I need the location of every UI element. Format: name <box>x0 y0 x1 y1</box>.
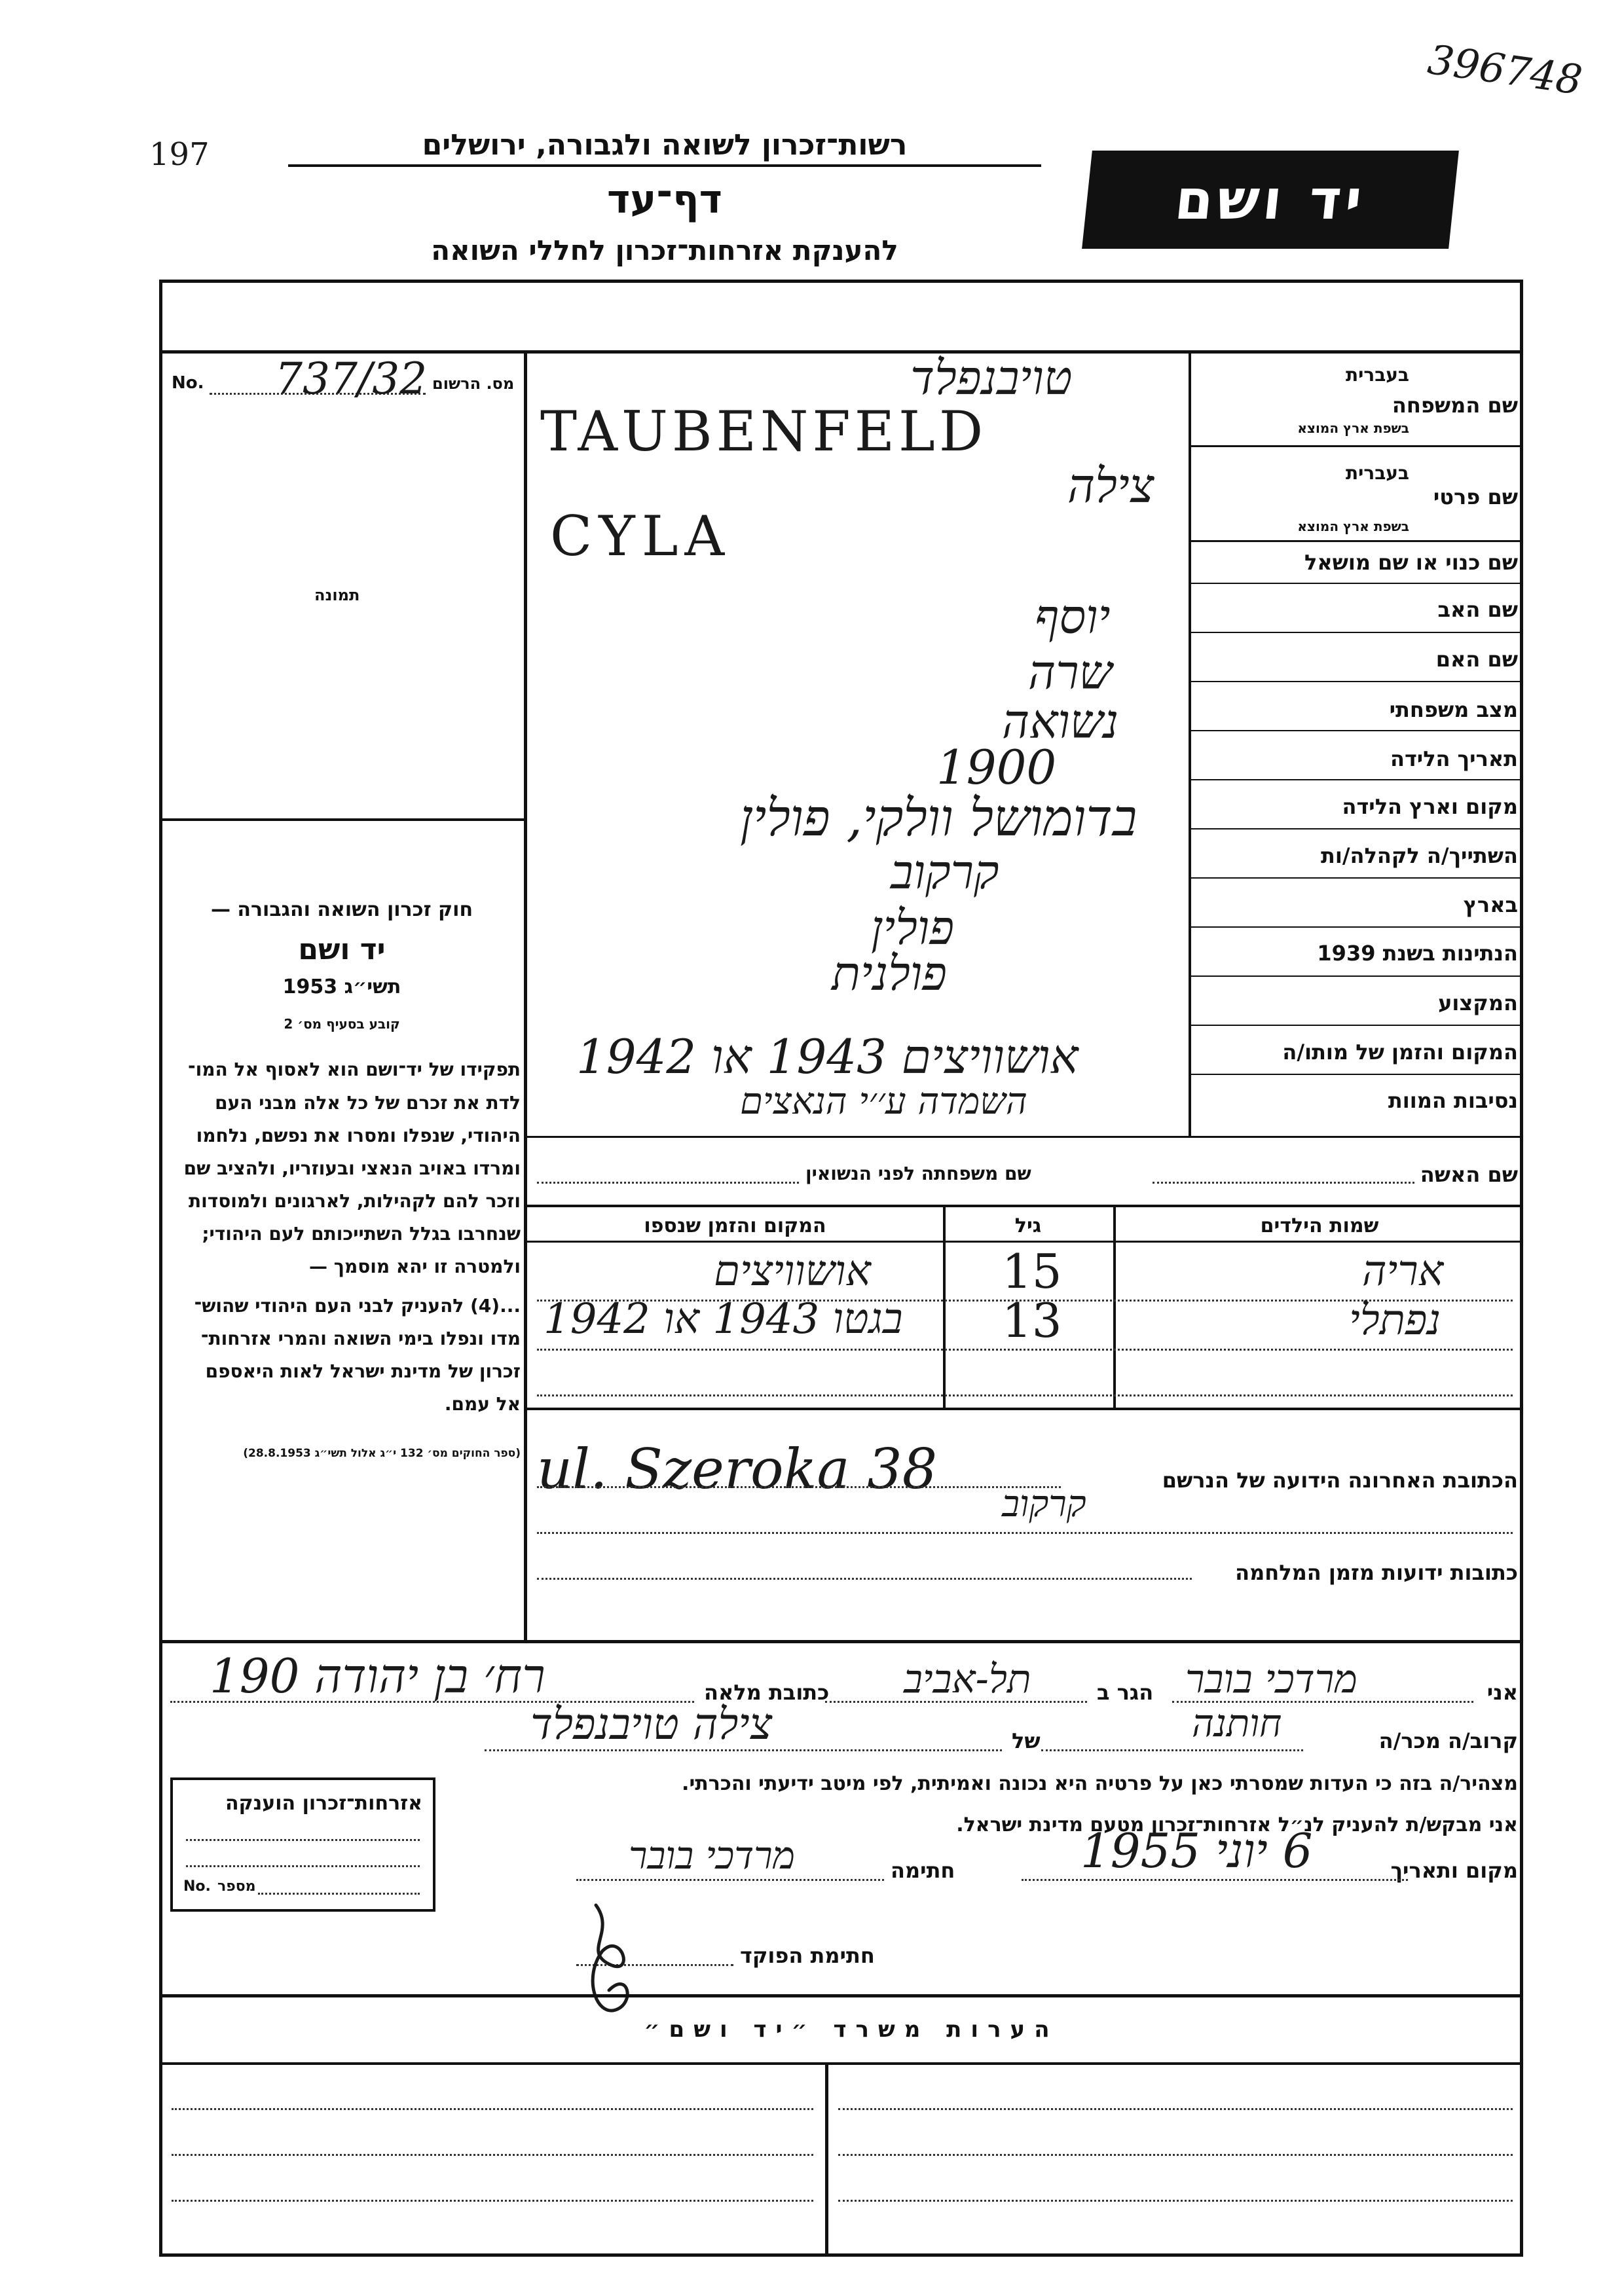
declarant-relation: חותנה <box>1192 1701 1282 1745</box>
row-divider-11 <box>1189 1074 1523 1075</box>
label-nickname: שם כנוי או שם מושאל <box>1304 550 1518 575</box>
label-father: שם האב <box>1437 597 1518 622</box>
nationality-value: פולנית <box>832 946 948 1001</box>
of-name-line <box>485 1749 1002 1751</box>
declarant-city: תל-אביב <box>904 1656 1031 1702</box>
row-divider-4 <box>1189 730 1523 731</box>
law-para1-line4: ומרדו באויב הנאצי ובעוזריו, ולהציב שם <box>183 1157 521 1179</box>
community-value: קרקוב <box>891 845 999 900</box>
children-col-divider-1 <box>943 1205 946 1408</box>
law-para1-line1: תפקידו של יד־ושם הוא לאסוף אל המו־ <box>188 1059 521 1080</box>
label-mother: שם האם <box>1435 647 1518 672</box>
label-death-place: המקום והזמן של מותו/ה <box>1282 1040 1518 1065</box>
declarant-full-address: רח׳ בן יהודה 190 <box>210 1649 545 1704</box>
label-country: בארץ <box>1463 892 1518 917</box>
label-surname: שם המשפחה <box>1392 393 1518 418</box>
label-firstname: שם פרטי <box>1433 484 1518 509</box>
children-row-line-2 <box>537 1349 1513 1351</box>
declarant-name: מרדכי בובר <box>1185 1656 1357 1702</box>
office-notes-top <box>159 1994 1523 1997</box>
child-2-name: נפתלי <box>1349 1296 1441 1345</box>
grant-box-number: מספר <box>217 1878 256 1895</box>
office-notes-divider <box>159 2062 1523 2065</box>
law-para2-line4: אל עמם. <box>444 1393 521 1415</box>
children-col-names: שמות הילדים <box>1260 1214 1379 1237</box>
row-divider-2 <box>1189 632 1523 633</box>
authority-line: רשות־זכרון לשואה ולגבורה, ירושלים <box>288 128 1041 167</box>
label-relative: קרוב/ה מכר/ה <box>1378 1728 1518 1753</box>
child-1-name: אריה <box>1362 1247 1444 1296</box>
label-official-signature: חתימת הפוקד <box>740 1943 875 1968</box>
law-para2-line1: ...(4) להעניק לבני העם היהודי שהוש־ <box>194 1295 521 1317</box>
reg-label: מס. הרשום <box>432 374 515 393</box>
children-col-divider-2 <box>1113 1205 1116 1408</box>
label-death-circ: נסיבות המוות <box>1388 1088 1518 1113</box>
label-maiden: שם משפחתה לפני הנשואין <box>805 1163 1031 1184</box>
spouse-line <box>1153 1182 1414 1184</box>
label-birthdate: תאריך הלידה <box>1390 746 1518 771</box>
row-divider-10 <box>1189 1025 1523 1026</box>
law-para1-line7: ולמטרה זו יהא מוסמך — <box>309 1256 521 1277</box>
row-divider-firstname <box>1189 540 1523 542</box>
photo-label: תמונה <box>314 586 360 604</box>
row-divider-8 <box>1189 926 1523 928</box>
notes-line-right-1 <box>838 2108 1513 2110</box>
office-notes-col-divider <box>825 2062 828 2257</box>
child-2-place: בגטו 1943 או 1942 <box>544 1295 903 1343</box>
child-1-place: אושוויצים <box>714 1247 871 1296</box>
label-resides: הגר ב <box>1097 1680 1154 1705</box>
last-address-line-2 <box>537 1532 1513 1534</box>
last-address-city: קרקוב <box>1002 1483 1086 1525</box>
page-number: 197 <box>149 136 210 173</box>
children-col-age: גיל <box>1014 1214 1042 1237</box>
children-table-bottom <box>524 1408 1523 1410</box>
law-year: תשי״ג 1953 <box>282 975 401 998</box>
row-divider-6 <box>1189 828 1523 829</box>
notes-line-right-3 <box>838 2200 1513 2202</box>
death-circ-value: השמדה ע׳׳י הנאצים <box>740 1080 1027 1123</box>
request-text: אני מבקש/ת להעניק לנ״ל אזרחות־זכרון מטעם מדינת ישראל. <box>956 1813 1518 1836</box>
row-divider-5 <box>1189 779 1523 780</box>
law-reference: (ספר החוקים מס׳ 132 י״ג אלול תשי״ג 28.8.1953) <box>243 1447 521 1460</box>
signature-line <box>576 1879 884 1881</box>
signature-value: מרדכי בובר <box>629 1833 796 1878</box>
grant-box <box>170 1777 435 1912</box>
row-divider-9 <box>1189 975 1523 977</box>
law-para2-line3: זכרון של מדינת ישראל לאות היאספם <box>205 1360 521 1382</box>
label-profession: המקצוע <box>1438 991 1518 1015</box>
birthplace-value: בדומושל וולקי, פולין <box>740 789 1137 848</box>
label-community: השתייך/ה לקהלה/ות <box>1320 843 1518 868</box>
death-place-value: אושוויצים 1943 או 1942 <box>576 1029 1079 1084</box>
child-1-age: 15 <box>1002 1244 1062 1299</box>
grant-box-line-1 <box>186 1839 420 1841</box>
notes-line-right-2 <box>838 2154 1513 2156</box>
photo-box-bottom <box>159 818 526 821</box>
surname-origin-value: TAUBENFELD <box>540 399 987 464</box>
law-para1-line6: שנחרבו בגלל השתייכותם לעם היהודי; <box>202 1223 521 1245</box>
law-name: יד ושם <box>298 933 386 966</box>
label-place-date: מקום ותאריך <box>1390 1858 1518 1883</box>
grant-box-line-2 <box>186 1865 420 1867</box>
office-notes-title: הערות משרד ״יד ושם״ <box>644 2016 1059 2043</box>
last-address-line-1 <box>537 1486 1061 1488</box>
notes-line-left-1 <box>172 2108 813 2110</box>
mother-value: שרה <box>1028 645 1113 700</box>
logo-text: יד ושם <box>1172 168 1369 232</box>
spouse-row-top <box>524 1136 1523 1138</box>
label-firstname-origin: בשפת ארץ המוצא <box>1297 519 1409 534</box>
label-of: של <box>1012 1728 1041 1753</box>
form-title: דף־עד <box>607 177 722 223</box>
label-full-address: כתובת מלאה <box>704 1680 830 1705</box>
grant-box-no: No. <box>183 1878 211 1895</box>
label-i: אני <box>1486 1680 1518 1705</box>
surname-hebrew-value: טויבנפלד <box>910 350 1073 405</box>
firstname-origin-value: CYLA <box>550 504 731 568</box>
father-value: יוסף <box>1035 589 1111 644</box>
law-para1-line2: לדת את זכרם של כל אלה מבני העם <box>215 1092 521 1114</box>
marital-value: נשואה <box>1002 694 1119 749</box>
label-surname-origin: בשפת ארץ המוצא <box>1297 420 1409 436</box>
row-divider-surname <box>1189 445 1523 447</box>
row-divider-1 <box>1189 583 1523 584</box>
serial-number: 396748 <box>1425 35 1585 105</box>
notes-line-left-2 <box>172 2154 813 2156</box>
label-birthplace: מקום וארץ הלידה <box>1342 794 1518 819</box>
label-spouse: שם האשה <box>1420 1162 1518 1187</box>
law-para1-line5: וזכר להם לקהילות, לארגונים ולמוסדות <box>189 1190 521 1212</box>
label-last-address: הכתובת האחרונה הידועה של הנרשם <box>1162 1468 1518 1493</box>
children-header-bottom <box>524 1241 1523 1243</box>
declaration-text: מצהיר/ה בזה כי העדות שמסרתי כאן על פרטיה היא נכונה ואמיתית, לפי מיטב ידיעתי והכרתי. <box>682 1772 1518 1795</box>
official-signature-mark <box>570 1892 655 2030</box>
yad-vashem-logo <box>1082 151 1459 249</box>
war-address-line <box>537 1578 1192 1580</box>
label-marital: מצב משפחתי <box>1389 697 1518 722</box>
birthdate-value: 1900 <box>936 740 1057 795</box>
place-date-value: 6 יוני 1955 <box>1080 1823 1313 1878</box>
declarant-city-line <box>825 1701 1087 1703</box>
maiden-line <box>537 1182 799 1184</box>
relation-line <box>1041 1749 1303 1751</box>
law-para1-line3: היהודי, שנפלו ומסרו את נפשם, נלחמו <box>196 1125 521 1146</box>
label-column-divider <box>1189 350 1191 1136</box>
children-row-line-3 <box>537 1394 1513 1396</box>
label-firstname-hebrew: בעברית <box>1345 462 1409 484</box>
form-subtitle: להענקת אזרחות־זכרון לחללי השואה <box>431 234 898 266</box>
country-value: פולין <box>871 900 955 955</box>
law-para2-line2: מדו ונפלו בימי השואה והמרי אזרחות־ <box>200 1328 521 1349</box>
reg-no-label: No. <box>172 373 204 393</box>
label-war-addresses: כתובות ידועות מזמן המלחמה <box>1235 1560 1518 1585</box>
row-divider-3 <box>1189 681 1523 682</box>
label-signature: חתימה <box>891 1858 955 1883</box>
law-heading: חוק זכרון השואה והגבורה — <box>210 898 473 921</box>
label-surname-hebrew: בעברית <box>1345 364 1409 386</box>
reg-no-value: 737/32 <box>275 354 428 404</box>
last-address-value: ul. Szeroka 38 <box>537 1437 938 1501</box>
place-date-line <box>1022 1879 1408 1881</box>
left-column-divider <box>524 350 527 1640</box>
children-table-top <box>524 1205 1523 1207</box>
declarant-of-name: צילה טויבנפלד <box>530 1699 773 1749</box>
child-2-age: 13 <box>1002 1293 1062 1348</box>
children-col-place: המקום והזמן שנספו <box>644 1214 826 1237</box>
row-divider-7 <box>1189 877 1523 879</box>
law-clause: קובע בסעיף מס׳ 2 <box>284 1016 400 1032</box>
notes-line-left-3 <box>172 2200 813 2202</box>
label-nationality: הנתינות בשנת 1939 <box>1317 941 1518 966</box>
declarant-section-top <box>159 1640 1523 1643</box>
grant-box-line-3 <box>258 1893 420 1895</box>
firstname-hebrew-value: צילה <box>1067 458 1154 513</box>
grant-box-title: אזרחות־זכרון הוענקה <box>225 1792 422 1815</box>
